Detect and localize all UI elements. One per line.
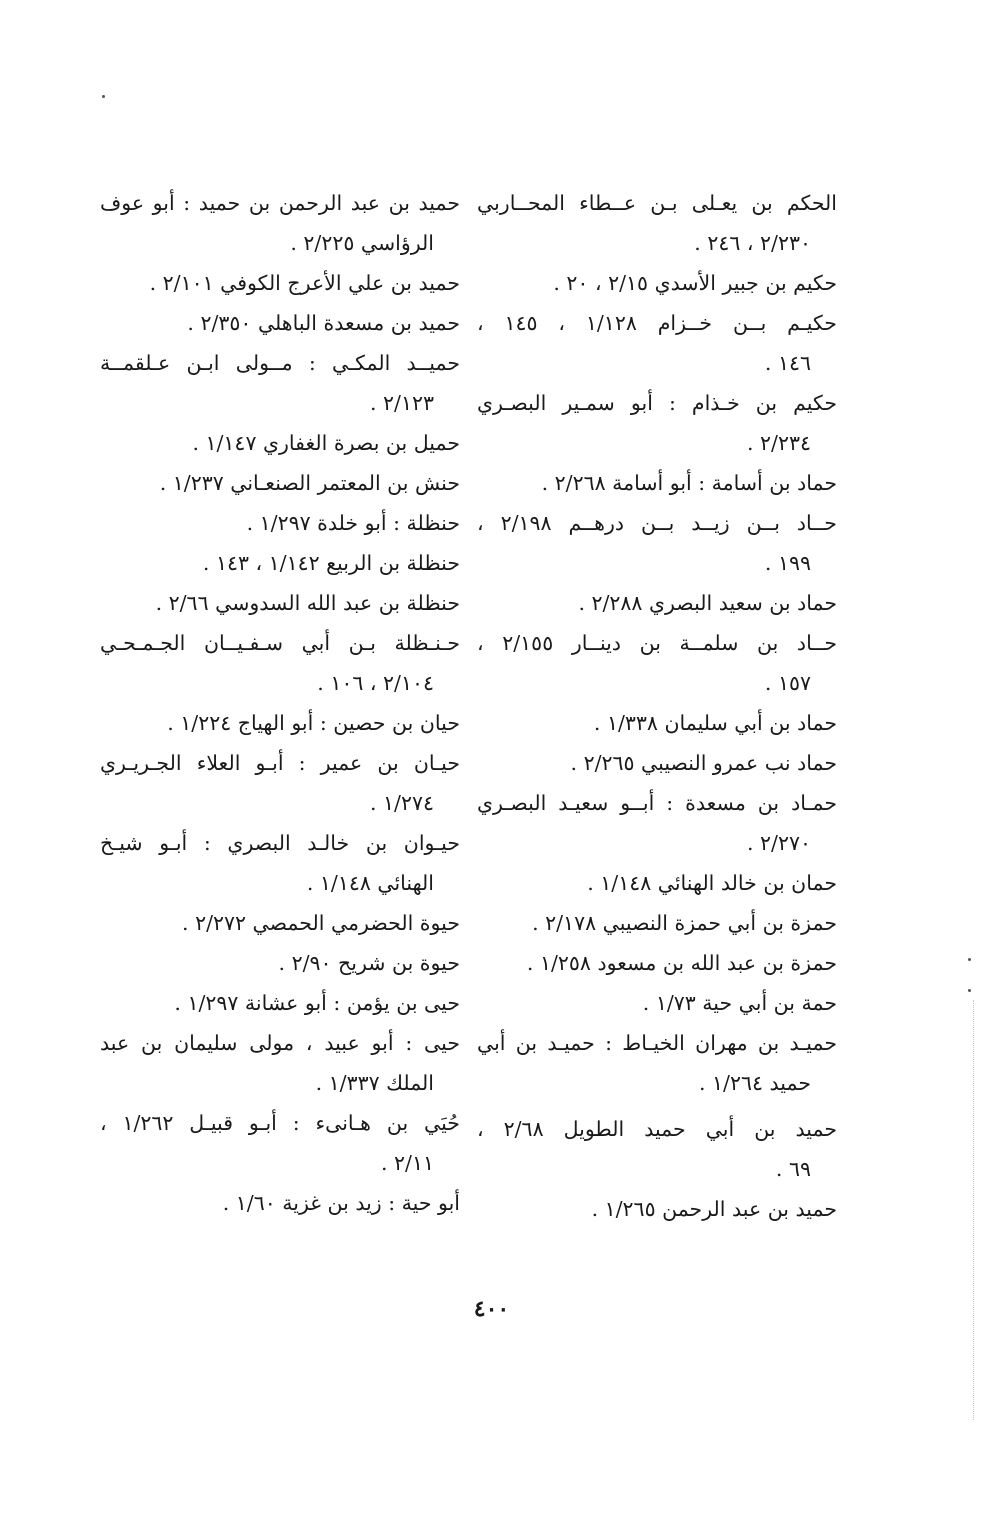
index-entry <box>477 263 837 303</box>
entry-continuation-line: الهنائي ١/١٤٨ . <box>306 871 434 895</box>
index-entry <box>477 303 837 383</box>
index-entry <box>100 1103 460 1183</box>
index-entry <box>477 183 837 263</box>
entry-line: حميد بن عبد الرحمن ١/٢٦٥ . <box>591 1197 837 1221</box>
entry-line: حيى بن يؤمن : أبو عشانة ١/٢٩٧ . <box>174 991 460 1015</box>
index-entry <box>477 1189 837 1229</box>
entry-line: حـنـظلة بـن أبي سـفـيــان الجـمـحـي <box>100 631 460 655</box>
entry-continuation-line: ١٥٧ . <box>764 671 811 695</box>
entry-line: حــاد بن سلمــة بن دينــار ٢/١٥٥ ، <box>477 631 837 655</box>
index-entry <box>100 423 460 463</box>
entry-line: حيوة بن شريح ٢/٩٠ . <box>278 951 460 975</box>
index-entry <box>477 1023 837 1103</box>
entry-continuation-line: ٢/٢٣٤ . <box>747 431 811 455</box>
index-entry <box>477 583 837 623</box>
index-entry <box>477 943 837 983</box>
index-entry <box>100 743 460 823</box>
entry-line: حنظلة بن الربيع ١/١٤٢ ، ١٤٣ . <box>202 551 460 575</box>
index-entry <box>477 863 837 903</box>
index-entry <box>477 903 837 943</box>
entry-line: أبو حية : زيد بن غزية ١/٦٠ . <box>222 1191 460 1215</box>
index-entry <box>477 783 837 863</box>
index-column-left <box>100 183 460 1223</box>
entry-line: حنظلة : أبو خلدة ١/٢٩٧ . <box>246 511 460 535</box>
index-entry <box>100 623 460 703</box>
index-entry <box>100 543 460 583</box>
entry-line: حماد بن أبي سليمان ١/٣٣٨ . <box>593 711 837 735</box>
index-entry <box>477 1109 837 1189</box>
entry-line: حميـد بن مهران الخيـاط : حميـد بن أبي <box>477 1031 837 1055</box>
entry-line: حكيـم بــن خــزام ١/١٢٨ ، ١٤٥ ، <box>477 311 837 335</box>
index-entry <box>477 463 837 503</box>
entry-line: حماد بن سعيد البصري ٢/٢٨٨ . <box>578 591 837 615</box>
scan-speck <box>968 958 971 961</box>
entry-continuation-line: ٦٩ . <box>775 1157 811 1181</box>
entry-line: حميد بن علي الأعرج الكوفي ٢/١٠١ . <box>149 271 460 295</box>
scan-speck <box>968 989 971 992</box>
entry-continuation-line: ١٩٩ . <box>764 551 811 575</box>
entry-line: حميــد المكـي : مــولى ابـن عـلقمــة <box>100 351 460 375</box>
index-entry <box>100 263 460 303</box>
entry-line: حميل بن بصرة الغفاري ١/١٤٧ . <box>192 431 460 455</box>
index-entry <box>100 583 460 623</box>
entry-line: حُيَي بن هـانىء : أبـو قبيـل ١/٢٦٢ ، <box>100 1111 460 1135</box>
entry-line: حميد بن عبد الرحمن بن حميد : أبو عوف <box>100 191 460 215</box>
entry-line: حنظلة بن عبد الله السدوسي ٢/٦٦ . <box>155 591 460 615</box>
entry-line: الحكم بن يعـلى بـن عــطاء المحــاربي <box>477 191 837 215</box>
entry-line: حيى : أبو عبيد ، مولى سليمان بن عبد <box>100 1031 460 1055</box>
entry-line: حيوة الحضرمي الحمصي ٢/٢٧٢ . <box>182 911 460 935</box>
index-entry <box>100 183 460 263</box>
scan-edge-line <box>973 1000 975 1420</box>
index-entry <box>100 943 460 983</box>
entry-continuation-line: الملك ١/٣٣٧ . <box>315 1071 434 1095</box>
entry-line: حمـاد بن مسعدة : أبــو سعيـد البصـري <box>477 791 837 815</box>
entry-line: حيـان بن عمير : أبـو العلاء الجـريـري <box>100 751 460 775</box>
index-entry <box>100 703 460 743</box>
entry-line: حكيم بن جبير الأسدي ٢/١٥ ، ٢٠ . <box>553 271 837 295</box>
entry-line: حمان بن خالد الهنائي ١/١٤٨ . <box>587 871 837 895</box>
index-entry <box>477 383 837 463</box>
entry-line: حميد بن مسعدة الباهلي ٢/٣٥٠ . <box>187 311 460 335</box>
index-entry <box>100 1023 460 1103</box>
entry-continuation-line: ١٤٦ . <box>764 351 811 375</box>
index-entry <box>100 463 460 503</box>
entry-line: حنش بن المعتمر الصنعـاني ١/٢٣٧ . <box>159 471 460 495</box>
entry-line: حيان بن حصين : أبو الهياج ١/٢٢٤ . <box>167 711 460 735</box>
entry-line: حيـوان بن خالـد البصري : أبـو شيـخ <box>100 831 460 855</box>
index-entry <box>477 983 837 1023</box>
page-number: ٤٠٠ <box>473 1296 510 1322</box>
entry-continuation-line: ١/٢٧٤ . <box>370 791 434 815</box>
index-entry <box>100 343 460 423</box>
entry-line: حكيم بن خـذام : أبو سمـير البصـري <box>477 391 837 415</box>
entry-line: حماد نب عمرو النصيبي ٢/٢٦٥ . <box>570 751 837 775</box>
index-entry <box>477 623 837 703</box>
index-entry <box>100 903 460 943</box>
index-entry <box>477 743 837 783</box>
entry-continuation-line: الرؤاسي ٢/٢٢٥ . <box>290 231 434 255</box>
entry-line: حميد بن أبي حميد الطويل ٢/٦٨ ، <box>477 1117 837 1141</box>
entry-continuation-line: ٢/٢٧٠ . <box>747 831 811 855</box>
index-column-right <box>477 183 837 1229</box>
entry-continuation-line: ٢/١٠٤ ، ١٠٦ . <box>317 671 434 695</box>
index-entry <box>100 303 460 343</box>
index-entry <box>477 703 837 743</box>
entry-line: حمزة بن أبي حمزة النصيبي ٢/١٧٨ . <box>532 911 837 935</box>
entry-line: حــاد بــن زيــد بــن درهــم ٢/١٩٨ ، <box>477 511 837 535</box>
index-entry <box>477 503 837 583</box>
entry-continuation-line: ٢/٢٣٠ ، ٢٤٦ . <box>694 231 811 255</box>
index-entry <box>100 1183 460 1223</box>
entry-continuation-line: حميد ١/٢٦٤ . <box>699 1071 811 1095</box>
scan-speck <box>102 95 105 98</box>
entry-line: حمزة بن عبد الله بن مسعود ١/٢٥٨ . <box>526 951 837 975</box>
index-entry <box>100 823 460 903</box>
entry-continuation-line: ٢/١١ . <box>381 1151 434 1175</box>
index-entry <box>100 503 460 543</box>
entry-line: حماد بن أسامة : أبو أسامة ٢/٢٦٨ . <box>541 471 837 495</box>
entry-continuation-line: ٢/١٢٣ . <box>370 391 434 415</box>
index-entry <box>100 983 460 1023</box>
entry-line: حمة بن أبي حية ١/٧٣ . <box>642 991 837 1015</box>
